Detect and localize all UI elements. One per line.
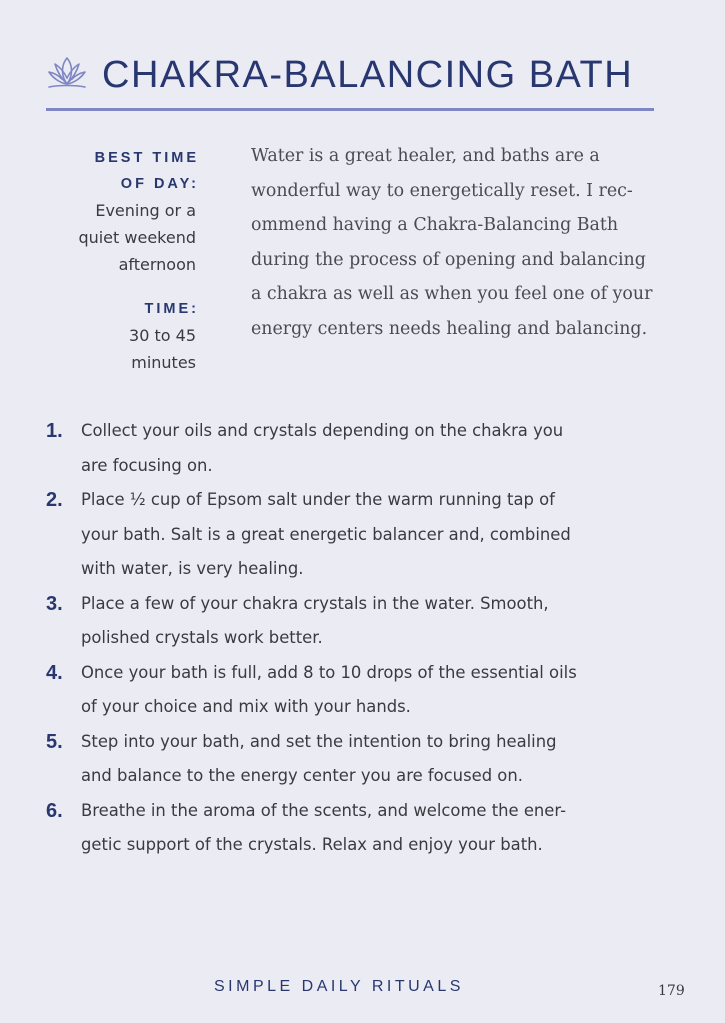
step-number: 6. <box>46 799 63 822</box>
page-header <box>46 52 654 100</box>
step-text-line: Place ½ cup of Epsom salt under the warm running tap of <box>81 490 555 509</box>
step-text-line: polished crystals work better. <box>81 628 323 647</box>
step-item <box>46 414 646 483</box>
time-heading: TIME: <box>144 301 199 317</box>
running-footer: SIMPLE DAILY RITUALS <box>214 978 464 995</box>
intro-line: Water is a great healer, and baths are a <box>251 146 600 166</box>
step-text-line: are focusing on. <box>81 455 213 475</box>
title-divider <box>46 108 654 111</box>
step-number: 3. <box>46 592 63 615</box>
step-text-line: of your choice and mix with your hands. <box>81 697 411 716</box>
step-text-line: Breathe in the aroma of the scents, and welcome the ener- <box>81 800 566 820</box>
intro-line: during the process of opening and balancing <box>251 249 646 270</box>
intro-paragraph <box>251 139 661 346</box>
page-number: 179 <box>658 983 685 999</box>
intro-line: a chakra as well as when you feel one of your <box>251 284 653 304</box>
time-value-line: 30 to 45 <box>129 326 196 345</box>
step-item <box>46 725 646 794</box>
best-time-heading <box>40 145 199 197</box>
step-item <box>46 483 646 587</box>
step-item <box>46 587 646 656</box>
intro-line: wonderful way to energetically reset. I rec- <box>251 180 633 201</box>
step-text-line: Collect your oils and crystals depending on the chakra you <box>81 421 564 440</box>
intro-line: energy centers needs healing and balancing. <box>251 318 648 339</box>
step-text-line: with water, is very healing. <box>81 559 304 578</box>
best-time-value-line: quiet weekend <box>78 228 196 247</box>
best-time-value-line: Evening or a <box>95 201 196 220</box>
best-time-heading-line: OF DAY: <box>120 176 199 192</box>
steps-list <box>46 414 646 863</box>
step-text-line: getic support of the crystals. Relax and enjoy your bath. <box>81 835 543 854</box>
step-item <box>46 656 646 725</box>
intro-line: ommend having a Chakra-Balancing Bath <box>251 215 619 235</box>
best-time-value-line: afternoon <box>118 255 196 274</box>
step-number: 5. <box>46 730 63 753</box>
sidebar-info <box>40 145 199 376</box>
step-text-line: your bath. Salt is a great energetic balancer and, combined <box>81 524 571 544</box>
step-text-line: Once your bath is full, add 8 to 10 drops of the essential oils <box>81 662 577 682</box>
step-number: 1. <box>46 420 63 442</box>
best-time-value <box>40 197 196 278</box>
step-text-line: Place a few of your chakra crystals in the water. Smooth, <box>81 593 549 613</box>
step-text-line: and balance to the energy center you are focused on. <box>81 766 523 785</box>
page-title: CHAKRA-BALANCING BATH <box>102 54 634 96</box>
step-number: 4. <box>46 661 63 684</box>
step-number: 2. <box>46 489 63 511</box>
time-value <box>40 322 196 376</box>
best-time-heading-line: BEST TIME <box>94 150 199 166</box>
time-value-line: minutes <box>131 353 196 372</box>
lotus-icon <box>46 56 88 90</box>
step-text-line: Step into your bath, and set the intention to bring healing <box>81 731 557 751</box>
step-item <box>46 794 646 863</box>
